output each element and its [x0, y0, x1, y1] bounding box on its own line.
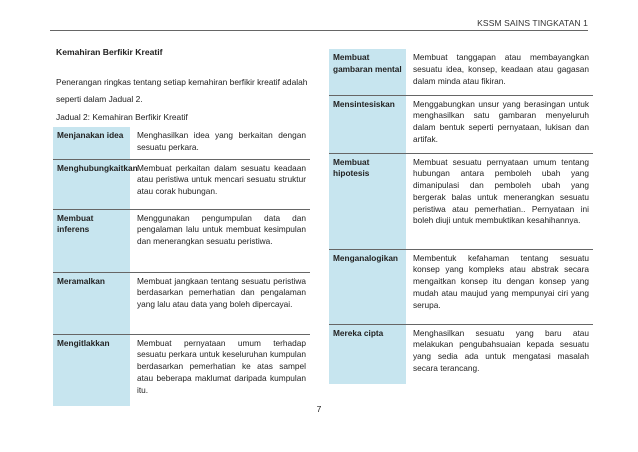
table-row	[53, 209, 310, 272]
skill-description: Menghasilkan sesuatu yang baru atau melakukan pengubahsuaian kepada sesuatu yang sedia ada untuk mengatasi masalah secara terancang.	[413, 327, 589, 373]
skill-description: Membuat pernyataan umum terhadap sesuatu perkara untuk keseluruhan kumpulan berdasarkan pemerhatian ke atas sampel atau beberapa maklumat daripada kumpulan itu.	[137, 337, 306, 395]
table-row	[53, 334, 310, 406]
page-number: 7	[316, 404, 322, 414]
skill-term: Menganalogikan	[329, 249, 406, 324]
skills-table-right	[329, 49, 593, 384]
skill-term: Mensintesiskan	[329, 95, 406, 153]
table-row	[329, 49, 593, 95]
table-row	[329, 153, 593, 249]
skill-description: Membuat perkaitan dalam sesuatu keadaan atau peristiwa untuk mencari sesuatu struktur atau corak hubungan.	[130, 159, 310, 209]
skill-description: Membentuk kefahaman tentang sesuatu konsep yang kompleks atau abstrak secara mengaitkan konsep itu dengan konsep yang mudah atau maujud yang mempunyai ciri yang serupa.	[406, 249, 593, 324]
table-caption: Jadual 2: Kemahiran Berfikir Kreatif	[56, 112, 188, 122]
skill-term: Mengitlakkan	[53, 334, 130, 406]
skill-description: Membuat sesuatu pernyataan umum tentang hubungan antara pemboleh ubah yang dimanipulasi dan pemboleh ubah yang bergerak balas untuk menerangkan sesuatu peristiwa atau pemerhatian.. Pernyataan ini boleh diuji untuk membuktikan kesahihannya.	[406, 153, 593, 249]
skill-description: Menggunakan pengumpulan data dan pengalaman lalu untuk membuat kesimpulan dan menerangkan sesuatu peristiwa.	[130, 209, 310, 272]
intro-paragraph: Penerangan ringkas tentang setiap kemahiran berfikir kreatif adalah seperti dalam Jadual 2.	[56, 77, 308, 104]
page-header	[50, 0, 588, 37]
header-rule	[50, 30, 588, 31]
skill-term: Membuat hipotesis	[329, 153, 406, 249]
skill-description: Menggabungkan unsur yang berasingan untuk menghasilkan satu gambaran menyeluruh dalam bentuk seperti pernyataan, lukisan dan artifak.	[406, 95, 593, 153]
skill-term: Meramalkan	[53, 272, 130, 334]
header-text: KSSM SAINS TINGKATAN 1	[477, 18, 588, 28]
skill-term: Menjanakan idea	[53, 127, 130, 159]
skill-description: Menghasilkan idea yang berkaitan dengan sesuatu perkara.	[130, 127, 310, 159]
table-row	[329, 249, 593, 324]
skill-description: Membuat jangkaan tentang sesuatu peristiwa berdasarkan pemerhatian dan pengalaman yang lalu atau data yang boleh dipercayai.	[130, 272, 310, 334]
section-title: Kemahiran Berfikir Kreatif	[56, 47, 163, 57]
skills-table-left	[53, 127, 310, 406]
skill-term: Membuat inferens	[53, 209, 130, 272]
skill-term: Membuat gambaran mental	[329, 49, 406, 95]
table-row	[53, 159, 310, 209]
table-row	[329, 95, 593, 153]
table-row	[53, 272, 310, 334]
skill-term: Menghubungkaitkan	[53, 159, 130, 209]
table-row	[329, 324, 593, 384]
table-row	[53, 127, 310, 159]
skill-description: Membuat tanggapan atau membayangkan sesuatu idea, konsep, keadaan atau gagasan dalam minda atau fikiran.	[406, 49, 593, 95]
skill-term: Mereka cipta	[329, 324, 406, 384]
